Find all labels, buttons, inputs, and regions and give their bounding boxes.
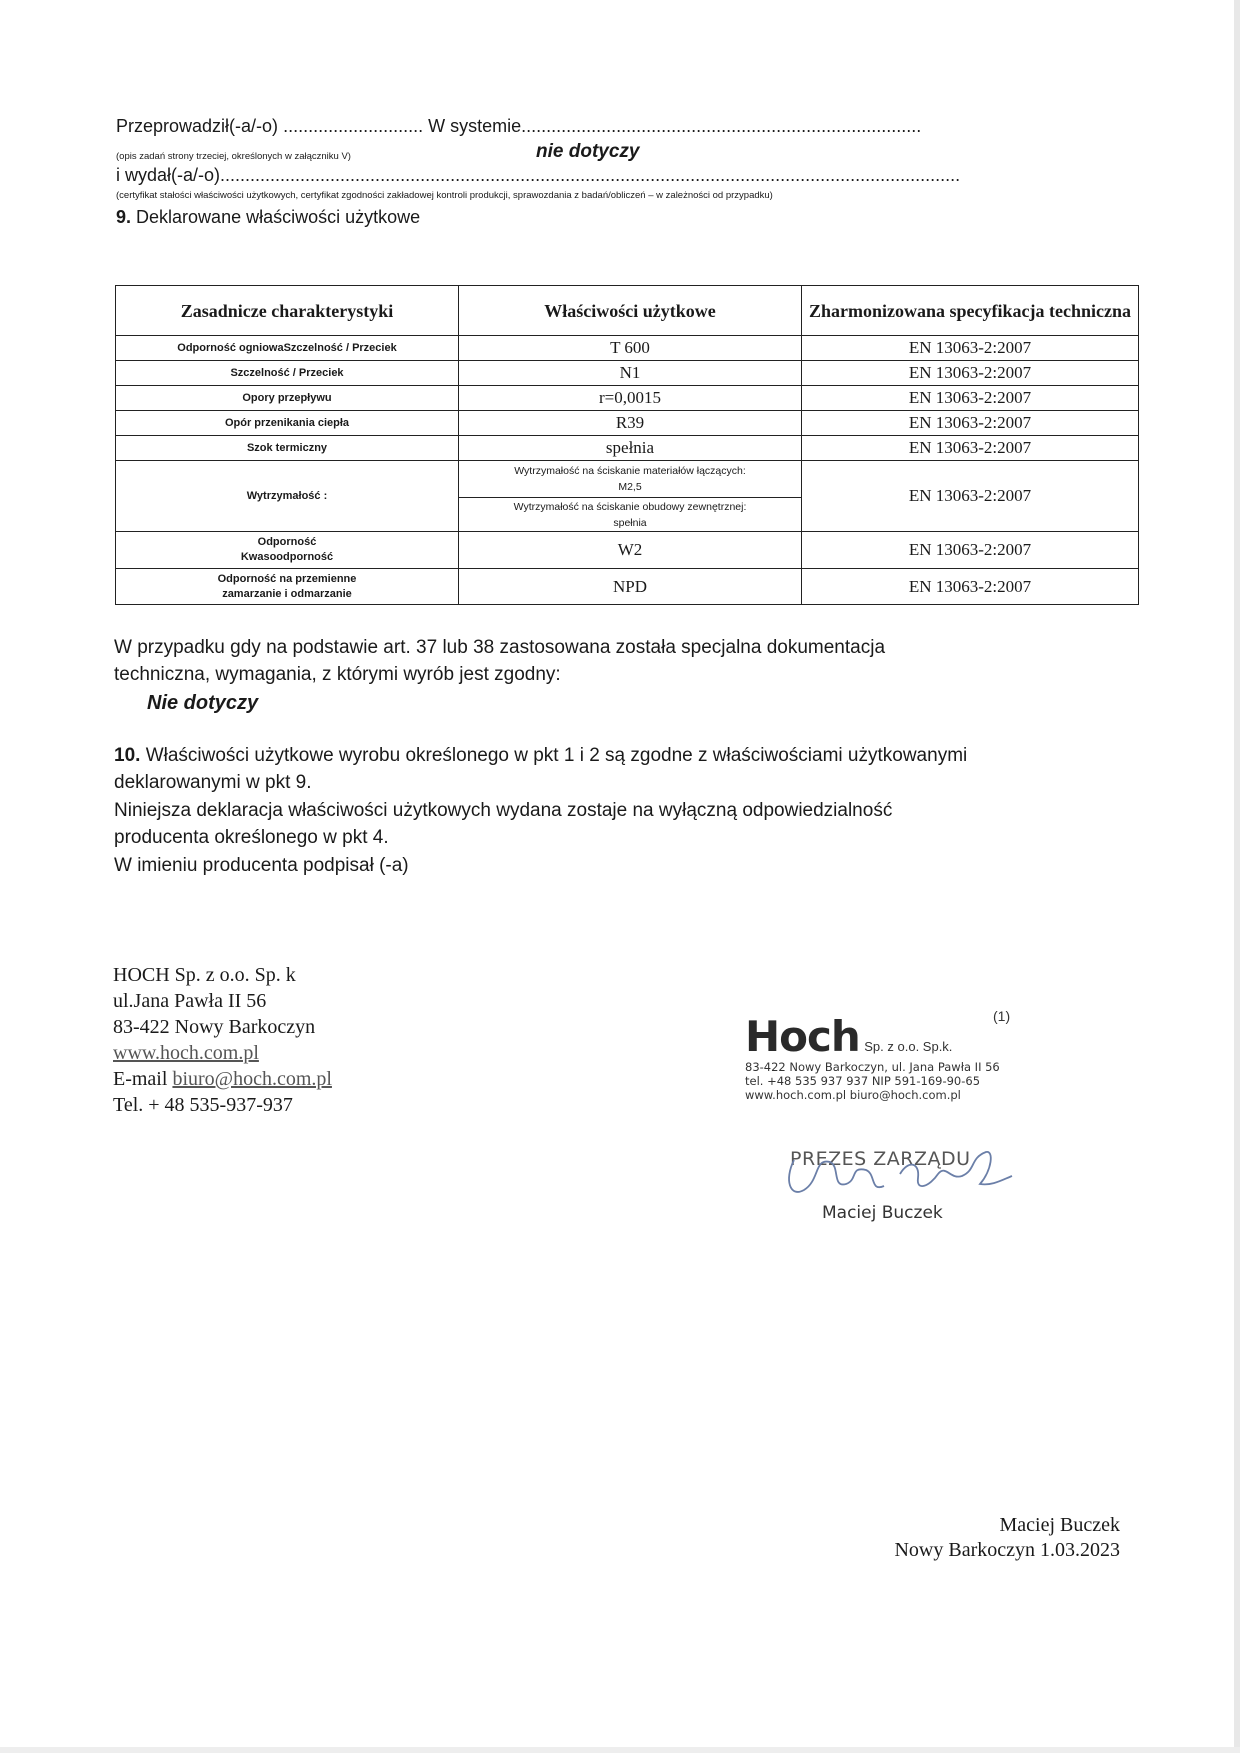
section10-line3: Niniejsza deklaracja właściwości użytkowych wydana zostaje na wyłączną odpowiedzialność <box>114 800 893 821</box>
email-link[interactable]: biuro@hoch.com.pl <box>172 1068 332 1090</box>
acid-char-line1: Odporność <box>257 536 317 548</box>
acid-spec: EN 13063-2:2007 <box>802 532 1139 569</box>
page-edge <box>1234 0 1240 1753</box>
freeze-spec: EN 13063-2:2007 <box>802 569 1139 605</box>
freeze-char-line1: Odporność na przemienne <box>217 572 357 585</box>
special-doc-line2: techniczna, wymagania, z którymi wyrób jest zgodny: <box>114 664 561 685</box>
section9-heading <box>116 207 420 228</box>
strength-performance-b <box>459 498 802 532</box>
strength-characteristic: Wytrzymałość : <box>116 461 459 532</box>
acid-characteristic <box>116 532 459 569</box>
row-characteristic: Opory przepływu <box>116 386 459 411</box>
section9-title: Deklarowane właściwości użytkowe <box>136 207 421 227</box>
stamp-web-email: www.hoch.com.pl biuro@hoch.com.pl <box>745 1088 961 1102</box>
row-performance: N1 <box>459 361 802 386</box>
header-characteristics: Zasadnicze charakterystyki <box>116 286 459 336</box>
table-row <box>116 386 1139 411</box>
row-characteristic: Szczelność / Przeciek <box>116 361 459 386</box>
table-row-strength <box>116 461 1139 498</box>
third-party-note: (opis zadań strony trzeciej, określonych w załączniku V) <box>116 151 351 162</box>
header-spec: Zharmonizowana specyfikacja techniczna <box>802 286 1139 336</box>
row-performance: spełnia <box>459 436 802 461</box>
row-spec: EN 13063-2:2007 <box>802 411 1139 436</box>
handwritten-signature <box>780 1140 1020 1210</box>
certificate-note: (certyfikat stałości właściwości użytkowych, certyfikat zgodności zakładowej kontroli produkcji, sprawozdania z badań/obliczeń – w zależności od przypadku) <box>116 190 773 201</box>
table-row <box>116 361 1139 386</box>
website-link[interactable]: www.hoch.com.pl <box>113 1042 259 1064</box>
table-row-acid <box>116 532 1139 569</box>
company-phone: Tel. + 48 535-937-937 <box>113 1094 293 1116</box>
conducted-dots: ............................ <box>283 116 424 136</box>
section10-number: 10. <box>114 745 141 766</box>
section9-number: 9. <box>116 207 132 227</box>
table-row-freeze <box>116 569 1139 605</box>
row-spec: EN 13063-2:2007 <box>802 361 1139 386</box>
row-characteristic: Odporność ogniowaSzczelność / Przeciek <box>116 336 459 361</box>
hoch-logo: Hoch <box>745 1012 860 1061</box>
system-dots: ................................................................................ <box>521 116 922 136</box>
strength-perf-a-line1: Wytrzymałość na ściskanie materiałów łączących: <box>514 465 746 477</box>
not-applicable-1: nie dotyczy <box>536 141 640 162</box>
stamp-company-suffix: Sp. z o.o. Sp.k. <box>864 1039 953 1054</box>
table-row <box>116 411 1139 436</box>
row-characteristic: Szok termiczny <box>116 436 459 461</box>
freeze-char-line2: zamarzanie i odmarzanie <box>222 587 352 600</box>
table-header-row <box>116 286 1139 336</box>
issued-dots: .................................................................................................................................................... <box>220 165 961 185</box>
issued-line <box>116 165 960 186</box>
company-street: ul.Jana Pawła II 56 <box>113 990 267 1012</box>
company-name: HOCH Sp. z o.o. Sp. k <box>113 964 296 986</box>
row-spec: EN 13063-2:2007 <box>802 436 1139 461</box>
stamp-number: (1) <box>993 1008 1011 1024</box>
footer-signoff <box>894 1513 1120 1563</box>
issued-label: i wydał(-a/-o) <box>116 165 221 185</box>
footer-name: Maciej Buczek <box>999 1514 1120 1536</box>
row-spec: EN 13063-2:2007 <box>802 336 1139 361</box>
section10-line2: deklarowanymi w pkt 9. <box>114 772 312 793</box>
conducted-line <box>116 116 921 137</box>
freeze-characteristic <box>116 569 459 605</box>
row-spec: EN 13063-2:2007 <box>802 386 1139 411</box>
freeze-performance: NPD <box>459 569 802 605</box>
row-performance: r=0,0015 <box>459 386 802 411</box>
stamp-address: 83-422 Nowy Barkoczyn, ul. Jana Pawła II 56 <box>745 1060 1000 1074</box>
acid-performance: W2 <box>459 532 802 569</box>
header-performance: Właściwości użytkowe <box>459 286 802 336</box>
company-city: 83-422 Nowy Barkoczyn <box>113 1016 316 1038</box>
strength-spec: EN 13063-2:2007 <box>802 461 1139 532</box>
performance-table <box>115 285 1139 605</box>
strength-perf-b-line2: spełnia <box>613 516 647 529</box>
strength-perf-a-line2: M2,5 <box>618 481 642 493</box>
row-performance: R39 <box>459 411 802 436</box>
section10-line1 <box>114 742 967 769</box>
not-applicable-2: Nie dotyczy <box>147 692 259 714</box>
row-characteristic: Opór przenikania ciepła <box>116 411 459 436</box>
company-address <box>113 962 332 1118</box>
page-edge-bottom <box>0 1747 1240 1753</box>
footer-place-date: Nowy Barkoczyn 1.03.2023 <box>894 1539 1120 1561</box>
stamp-tel-nip: tel. +48 535 937 937 NIP 591-169-90-65 <box>745 1074 981 1088</box>
section10-line4: producenta określonego w pkt 4. <box>114 827 389 848</box>
section10-line5: W imieniu producenta podpisał (-a) <box>114 855 409 876</box>
email-label: E-mail <box>113 1068 168 1090</box>
special-doc-line1: W przypadku gdy na podstawie art. 37 lub 38 zastosowana została specjalna dokumentacja <box>114 637 886 658</box>
strength-perf-b-line1: Wytrzymałość na ściskanie obudowy zewnętrznej: <box>513 500 747 513</box>
company-stamp <box>745 1008 1025 1102</box>
president-title: PREZES ZARZĄDU <box>790 1148 971 1170</box>
table-row <box>116 436 1139 461</box>
system-label: W systemie <box>428 116 522 136</box>
conducted-label: Przeprowadził(-a/-o) <box>116 116 279 136</box>
table-row <box>116 336 1139 361</box>
strength-performance-a <box>459 461 802 498</box>
section10-text1: Właściwości użytkowe wyrobu określonego w pkt 1 i 2 są zgodne z właściwościami użytkowanymi <box>145 745 968 766</box>
acid-char-line2: Kwasoodporność <box>240 551 334 563</box>
row-performance: T 600 <box>459 336 802 361</box>
president-name: Maciej Buczek <box>822 1203 943 1223</box>
